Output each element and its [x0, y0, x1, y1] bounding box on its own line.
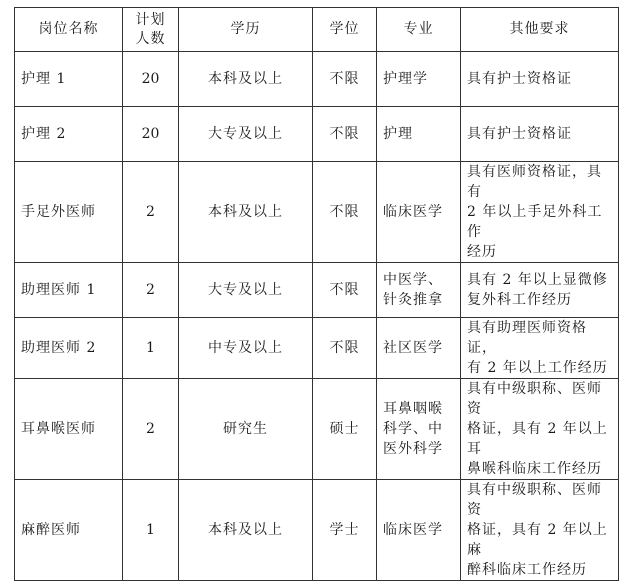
table-body	[15, 52, 619, 581]
header-degree: 学位	[313, 8, 377, 52]
recruitment-table	[14, 7, 619, 581]
cell-degree: 不限	[313, 107, 377, 162]
cell-requirements: 具有助理医师资格证， 有 2 年以上工作经历	[461, 318, 619, 379]
cell-requirements: 具有医师资格证，具有 2 年以上手足外科工作 经历	[461, 162, 619, 263]
cell-count: 1	[123, 318, 179, 379]
cell-major: 中医学、 针灸推拿	[377, 263, 461, 318]
table-header	[15, 8, 619, 52]
cell-major: 护理学	[377, 52, 461, 107]
cell-degree: 不限	[313, 318, 377, 379]
table-row	[15, 107, 619, 162]
cell-major: 临床医学	[377, 480, 461, 581]
header-requirements: 其他要求	[461, 8, 619, 52]
header-count: 计划 人数	[123, 8, 179, 52]
cell-degree: 硕士	[313, 379, 377, 480]
cell-position: 手足外医师	[15, 162, 123, 263]
cell-education: 本科及以上	[179, 162, 313, 263]
cell-degree: 不限	[313, 162, 377, 263]
cell-education: 研究生	[179, 379, 313, 480]
cell-requirements: 具有护士资格证	[461, 107, 619, 162]
table-row	[15, 318, 619, 379]
header-position: 岗位名称	[15, 8, 123, 52]
cell-requirements: 具有护士资格证	[461, 52, 619, 107]
cell-position: 助理医师 2	[15, 318, 123, 379]
cell-count: 20	[123, 107, 179, 162]
cell-count: 2	[123, 379, 179, 480]
cell-education: 本科及以上	[179, 480, 313, 581]
cell-position: 耳鼻喉医师	[15, 379, 123, 480]
cell-major: 临床医学	[377, 162, 461, 263]
cell-education: 本科及以上	[179, 52, 313, 107]
cell-requirements: 具有 2 年以上显微修 复外科工作经历	[461, 263, 619, 318]
cell-degree: 不限	[313, 263, 377, 318]
header-education: 学历	[179, 8, 313, 52]
cell-education: 大专及以上	[179, 263, 313, 318]
header-major: 专业	[377, 8, 461, 52]
cell-position: 麻醉医师	[15, 480, 123, 581]
cell-position: 护理 1	[15, 52, 123, 107]
table-row	[15, 379, 619, 480]
cell-requirements: 具有中级职称、医师资 格证，具有 2 年以上耳 鼻喉科临床工作经历	[461, 379, 619, 480]
cell-position: 助理医师 1	[15, 263, 123, 318]
table-row	[15, 162, 619, 263]
header-row	[15, 8, 619, 52]
table-row	[15, 52, 619, 107]
cell-requirements: 具有中级职称、医师资 格证，具有 2 年以上麻 醉科临床工作经历	[461, 480, 619, 581]
cell-major: 耳鼻咽喉 科学、中 医外科学	[377, 379, 461, 480]
cell-position: 护理 2	[15, 107, 123, 162]
table-row	[15, 480, 619, 581]
cell-major: 护理	[377, 107, 461, 162]
cell-degree: 学士	[313, 480, 377, 581]
cell-count: 20	[123, 52, 179, 107]
cell-degree: 不限	[313, 52, 377, 107]
cell-count: 2	[123, 162, 179, 263]
cell-major: 社区医学	[377, 318, 461, 379]
cell-count: 2	[123, 263, 179, 318]
table-row	[15, 263, 619, 318]
cell-education: 中专及以上	[179, 318, 313, 379]
cell-education: 大专及以上	[179, 107, 313, 162]
cell-count: 1	[123, 480, 179, 581]
